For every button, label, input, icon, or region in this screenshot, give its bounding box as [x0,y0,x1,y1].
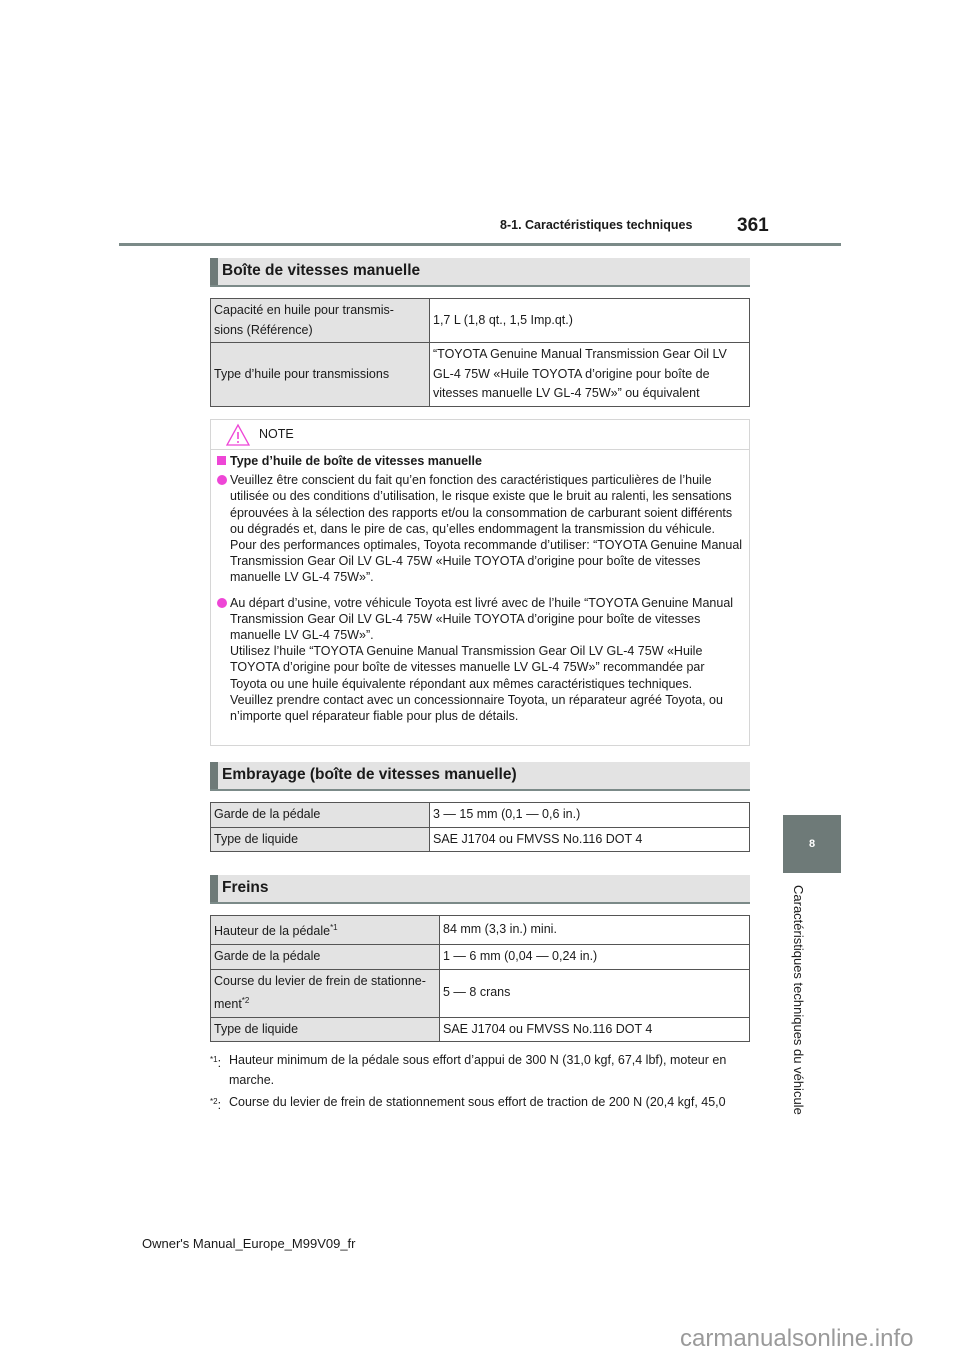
paragraph: Au départ d’usine, votre véhicule Toyota est livré avec de l’huile “TOYOTA Genuine Manual Transmission Gear Oil LV GL-4 75W «Huile TOYOTA d’origine pour boîte de vitesses manuelle LV GL-4 75W»”. [230,595,734,643]
section-title-text: Boîte de vitesses manuelle [222,262,421,279]
page-number: 361 [737,215,769,236]
table-value: 84 mm (3,3 in.) mini. [440,916,750,945]
chapter-tab[interactable]: 8 [783,815,841,873]
section-bar [210,875,218,902]
round-bullet-icon [217,475,227,485]
section-title-brakes [210,875,750,904]
footer-text: Owner's Manual_Europe_M99V09_fr [142,1236,356,1251]
table-row [211,945,750,970]
table-key: Type de liquide [211,827,430,852]
section-title-manual-gearbox [210,258,750,287]
section-title-text: Embrayage (boîte de vitesses manuelle) [222,766,517,783]
square-bullet-icon [217,456,226,465]
table-value [430,343,750,407]
table-value: 3 — 15 mm (0,1 — 0,6 in.) [430,803,750,828]
clutch-table [210,802,750,852]
table-row [211,803,750,828]
footnote-mark: *1 [210,1055,218,1064]
table-row [211,916,750,945]
table-key [211,969,440,1017]
watermark: carmanualsonline.info [680,1325,914,1352]
footnote-text: Hauteur minimum de la pédale sous effort d’appui de 300 N (31,0 kgf, 67,4 lbf), moteur en marche. [229,1053,727,1087]
key-text: ment [214,997,242,1012]
round-bullet-icon [217,598,227,608]
paragraph: Pour des performances optimales, Toyota recommande d’utiliser: “TOYOTA Genuine Manual Transmission Gear Oil LV GL-4 75W «Huile TOYOTA d’origine pour boîte de vitesses manuelle LV GL-4 75W»”. [230,538,743,585]
table-value: 5 — 8 crans [440,969,750,1017]
table-row [211,969,750,1017]
section-bar [210,762,218,789]
table-key [211,299,430,343]
table-row [211,299,750,343]
header-divider [119,243,841,246]
note-title [217,453,743,469]
section-header: 8-1. Caractéristiques techniques [500,218,693,232]
table-key: Type d’huile pour transmissions [211,343,430,407]
footnote-mark: *2 [210,1097,218,1106]
key-line: sions (Référence) [214,322,313,337]
section-title-clutch [210,762,750,791]
note-body [217,453,743,730]
table-key: Garde de la pédale [211,945,440,970]
manual-gearbox-table [210,298,750,407]
list-item [217,595,743,725]
note-header [211,420,749,450]
table-row [211,827,750,852]
value-line: vitesses manuelle LV GL-4 75W»” ou équivalent [433,386,700,400]
table-key [211,916,440,945]
footnote-text: Course du levier de frein de stationnement sous effort de traction de 200 N (20,4 kgf, 45,0 [229,1095,726,1109]
footnote-ref: *2 [241,996,250,1005]
table-value: SAE J1704 ou FMVSS No.116 DOT 4 [440,1017,750,1042]
table-key: Type de liquide [211,1017,440,1042]
footnote-ref: *1 [330,923,338,933]
table-row [211,1017,750,1042]
table-value: 1 — 6 mm (0,04 — 0,24 in.) [440,945,750,970]
warning-triangle-icon [225,423,251,447]
key-text: Hauteur de la pédale [214,924,331,939]
list-item [217,472,743,585]
key-text: Course du levier de frein de stationne- [214,973,426,988]
paragraph: Veuillez être conscient du fait qu’en fonction des caractéristiques particulières de l’huile utilisée ou des conditions d’utilisation, le risque existe que le bruit au ralenti, les sensations éprouvées à la sélection des rapports et/ou la consommation de carburant soient différents ou dégradés et, dans le pire de cas, qu’elles endommagent la transmission du véhicule. [230,473,733,536]
value-line: GL-4 75W «Huile TOYOTA d’origine pour boîte de [433,366,710,381]
footnote: $^{*1}$: Hauteur minimum de la pédale sous effort d’appui de 300 N (31,0 kgf, 67,4 lbf), moteur en marche. [210,1050,755,1073]
section-title-text: Freins [222,879,269,896]
note-box [210,419,750,746]
chapter-title: Caractéristiques techniques du véhicule [791,885,806,1115]
value-line: “TOYOTA Genuine Manual Transmission Gear Oil LV [433,347,727,361]
section-bar [210,258,218,285]
paragraph: Utilisez l’huile “TOYOTA Genuine Manual Transmission Gear Oil LV GL-4 75W «Huile TOYOTA d’origine pour boîte de vitesses manuelle LV GL-4 75W»” recommandée par Toyota ou une huile équivalente répondant aux mêmes caractéristiques techniques. [230,644,705,691]
footnote: $^{*2}$: Course du levier de frein de stationnement sous effort de traction de 200 N (20,4 kgf, 45,0 [210,1092,755,1115]
note-title-text: Type d’huile de boîte de vitesses manuelle [230,454,482,468]
table-value: SAE J1704 ou FMVSS No.116 DOT 4 [430,827,750,852]
note-label: NOTE [259,427,294,441]
table-key: Garde de la pédale [211,803,430,828]
brakes-table [210,915,750,1042]
key-line: Capacité en huile pour transmis- [214,303,394,317]
table-value: 1,7 L (1,8 qt., 1,5 Imp.qt.) [430,299,750,343]
paragraph: Veuillez prendre contact avec un concessionnaire Toyota, un réparateur agréé Toyota, ou n’importe quel réparateur fiable pour plus de détails. [230,692,723,724]
table-row [211,343,750,407]
